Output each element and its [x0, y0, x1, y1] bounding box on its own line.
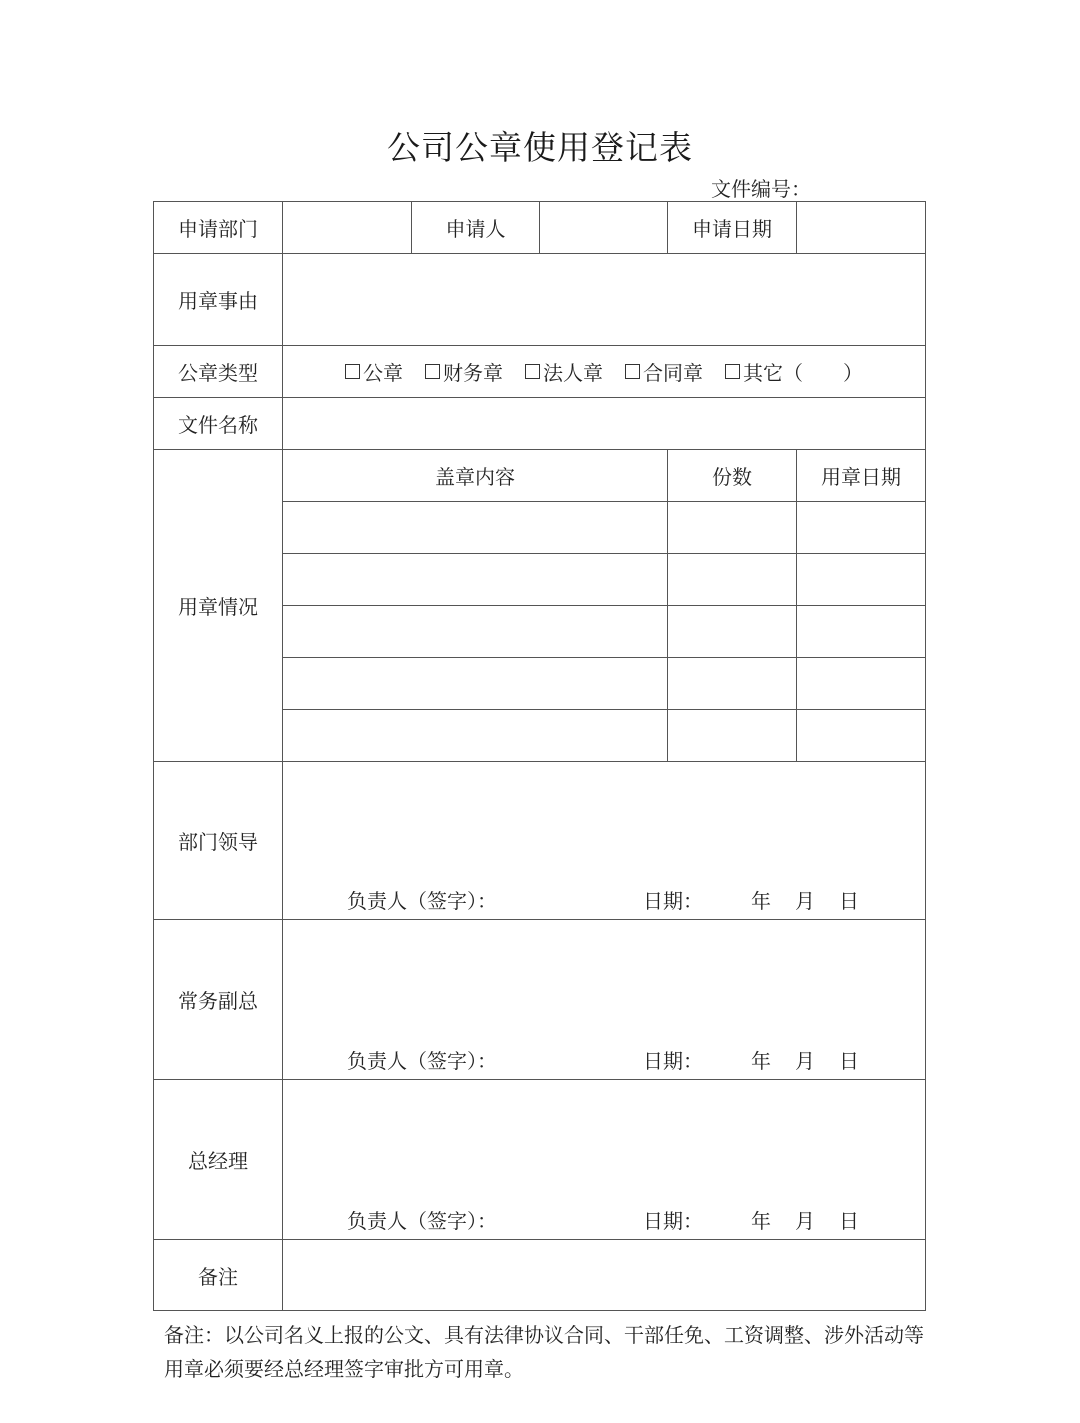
checkbox-icon[interactable] [625, 364, 640, 379]
option-company-seal[interactable] [345, 357, 403, 386]
copies-cell[interactable] [668, 502, 797, 554]
day-label: 日 [839, 1209, 859, 1233]
content-cell[interactable] [283, 658, 668, 710]
col-date-header: 用章日期 [797, 450, 926, 502]
approval-label: 常务副总 [154, 920, 283, 1080]
col-copies-header: 份数 [668, 450, 797, 502]
option-label: 合同章 [643, 361, 703, 385]
year-label: 年 [751, 1049, 771, 1073]
date-cell[interactable] [797, 606, 926, 658]
seal-type-row [154, 346, 926, 398]
apply-date-label: 申请日期 [668, 202, 797, 254]
apply-date-field[interactable] [797, 202, 926, 254]
option-label: 公章 [363, 361, 403, 385]
approval-row-vp [154, 920, 926, 1080]
content-cell[interactable] [283, 710, 668, 762]
content-cell[interactable] [283, 554, 668, 606]
year-label: 年 [751, 1209, 771, 1233]
approval-label: 部门领导 [154, 762, 283, 920]
doc-number-label: 文件编号： [711, 177, 811, 201]
option-contract-seal[interactable] [625, 357, 703, 386]
signer-label: 负责人（签字）： [347, 889, 497, 913]
usage-label: 用章情况 [154, 450, 283, 762]
dept-field[interactable] [283, 202, 412, 254]
month-label: 月 [795, 889, 815, 913]
date-cell[interactable] [797, 710, 926, 762]
approval-sign-area[interactable] [283, 762, 926, 920]
seal-type-label: 公章类型 [154, 346, 283, 398]
date-label: 日期： [643, 889, 703, 913]
reason-row [154, 254, 926, 346]
applicant-label: 申请人 [412, 202, 540, 254]
close-paren: ） [843, 361, 863, 385]
file-name-field[interactable] [283, 398, 926, 450]
checkbox-icon[interactable] [525, 364, 540, 379]
day-label: 日 [839, 889, 859, 913]
file-name-row [154, 398, 926, 450]
copies-cell[interactable] [668, 658, 797, 710]
month-label: 月 [795, 1209, 815, 1233]
date-cell[interactable] [797, 502, 926, 554]
content-cell[interactable] [283, 606, 668, 658]
content-cell[interactable] [283, 502, 668, 554]
approval-row-dept [154, 762, 926, 920]
usage-header-row [154, 450, 926, 502]
remarks-label: 备注 [154, 1240, 283, 1311]
copies-cell[interactable] [668, 710, 797, 762]
form-title: 公司公章使用登记表 [387, 128, 693, 167]
date-cell[interactable] [797, 554, 926, 606]
approval-sign-area[interactable] [283, 1080, 926, 1240]
remarks-row [154, 1240, 926, 1311]
applicant-field[interactable] [540, 202, 668, 254]
checkbox-icon[interactable] [725, 364, 740, 379]
checkbox-icon[interactable] [345, 364, 360, 379]
footnote: 备注：以公司名义上报的公文、具有法律协议合同、干部任免、工资调整、涉外活动等用章必须要经总经理签字审批方可用章。 [164, 1323, 924, 1381]
checkbox-icon[interactable] [425, 364, 440, 379]
date-label: 日期： [643, 1209, 703, 1233]
date-cell[interactable] [797, 658, 926, 710]
approval-sign-area[interactable] [283, 920, 926, 1080]
option-finance-seal[interactable] [425, 357, 503, 386]
file-name-label: 文件名称 [154, 398, 283, 450]
option-label: 其它（ [743, 361, 803, 385]
day-label: 日 [839, 1049, 859, 1073]
approval-label: 总经理 [154, 1080, 283, 1240]
approval-row-gm [154, 1080, 926, 1240]
reason-label: 用章事由 [154, 254, 283, 346]
option-legal-rep-seal[interactable] [525, 357, 603, 386]
seal-usage-form [153, 201, 926, 1311]
month-label: 月 [795, 1049, 815, 1073]
date-label: 日期： [643, 1049, 703, 1073]
col-content-header: 盖章内容 [283, 450, 668, 502]
dept-label: 申请部门 [154, 202, 283, 254]
signer-label: 负责人（签字）： [347, 1049, 497, 1073]
copies-cell[interactable] [668, 606, 797, 658]
header-row [154, 202, 926, 254]
remarks-field[interactable] [283, 1240, 926, 1311]
year-label: 年 [751, 889, 771, 913]
seal-type-options [283, 346, 926, 398]
option-label: 法人章 [543, 361, 603, 385]
option-label: 财务章 [443, 361, 503, 385]
signer-label: 负责人（签字）： [347, 1209, 497, 1233]
reason-field[interactable] [283, 254, 926, 346]
option-other[interactable] [725, 357, 863, 386]
copies-cell[interactable] [668, 554, 797, 606]
